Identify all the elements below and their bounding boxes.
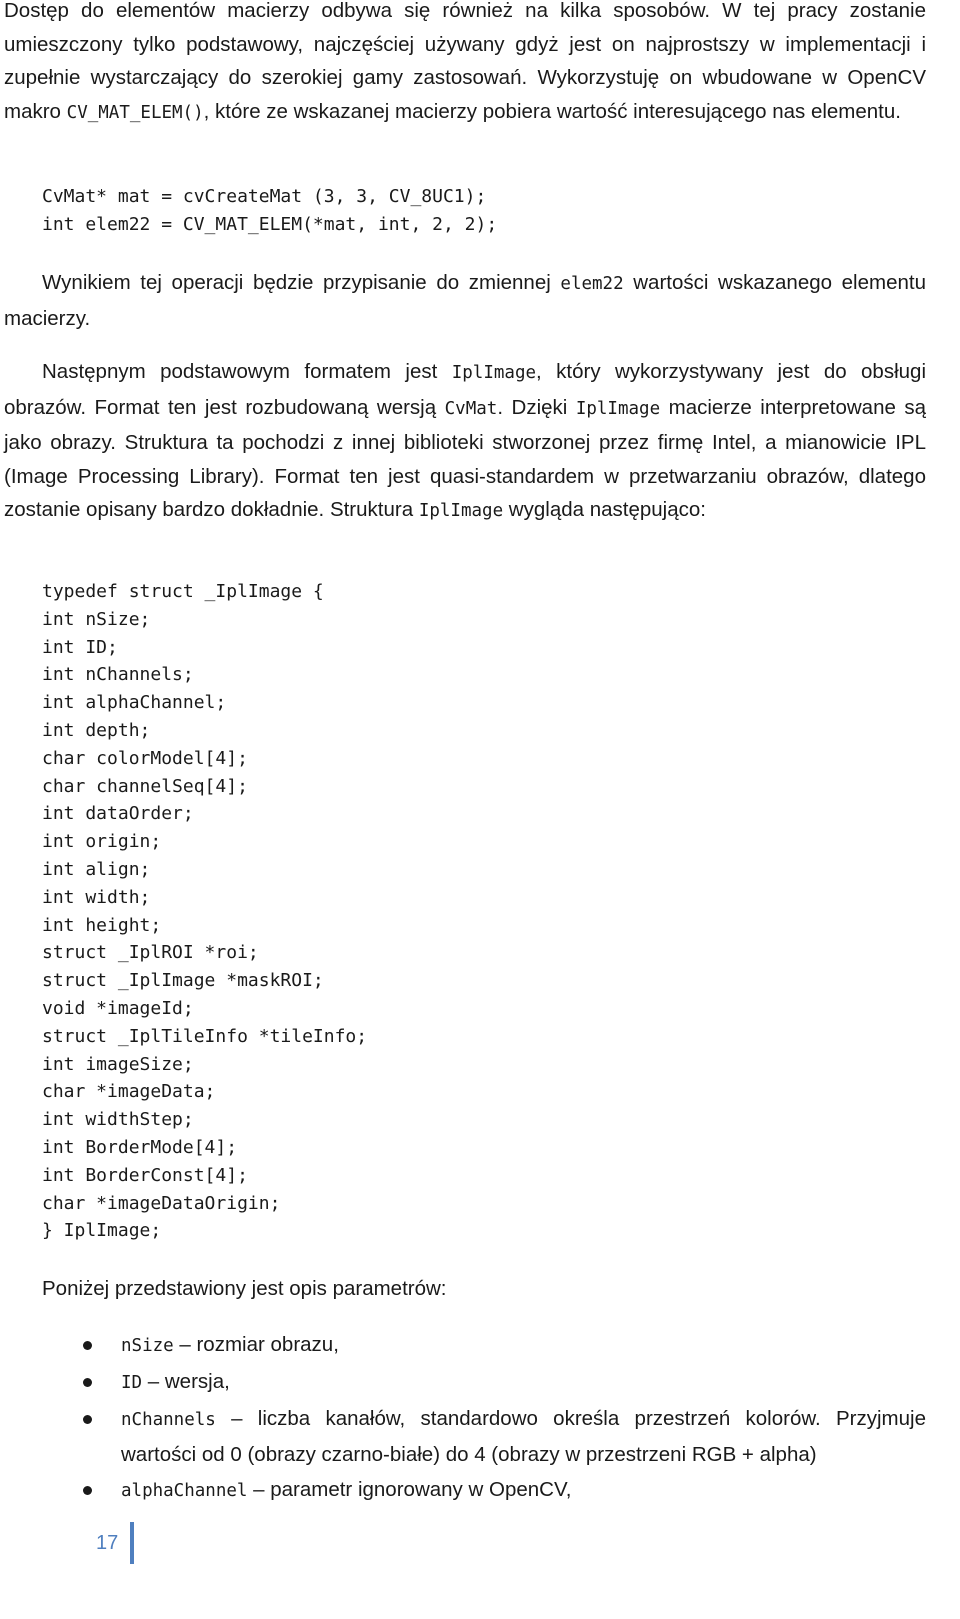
param-code: nChannels (121, 1410, 216, 1430)
list-item (0, 1328, 926, 1364)
paragraph-text: macierze interpretowane są jako obrazy. Struktura ta pochodzi z innej biblioteki stworzonej przez firmę Intel, a mianowicie IPL (Image Processing Library). Format ten jest quasi-standardem w przetwarzaniu obrazów, dlatego zostanie opisany bardzo dokładnie. Struktura (4, 395, 927, 521)
paragraph-params-intro (4, 1272, 926, 1306)
bullet-icon (83, 1378, 92, 1387)
param-code: alphaChannel (121, 1480, 248, 1501)
code-block-iplimage-struct (42, 578, 367, 1245)
code-line: int dataOrder; (42, 803, 194, 825)
code-line: int nSize; (42, 608, 151, 630)
parameter-list (0, 1328, 926, 1510)
page-number: 17 (96, 1531, 119, 1554)
code-line: CvMat* mat = cvCreateMat (3, 3, CV_8UC1); (42, 186, 487, 207)
code-line: struct _IplImage *maskROI; (42, 970, 324, 992)
paragraph-matrix-access (4, 0, 926, 130)
code-line: int widthStep; (42, 1109, 194, 1131)
paragraph-iplimage (4, 355, 926, 529)
code-line: int height; (42, 914, 162, 936)
code-line: int depth; (42, 719, 151, 741)
code-line: struct _IplROI *roi; (42, 942, 259, 964)
param-description: – rozmiar obrazu, (173, 1333, 339, 1356)
inline-code: elem22 (560, 274, 624, 294)
paragraph-text: Dostęp do elementów macierzy odbywa się również na kilka sposobów. W tej pracy zostanie umieszczony tylko podstawowy, najczęściej używany gdyż jest on najprostszy w implementacji i zupełnie wystarczający do szerokiej gamy zastosowań. Wykorzystuję on wbudowane w OpenCV makro (4, 0, 926, 123)
page-footer (96, 1522, 134, 1564)
code-line: int BorderConst[4]; (42, 1164, 248, 1186)
code-line: typedef struct _IplImage { (42, 581, 324, 602)
bullet-icon (83, 1486, 92, 1495)
list-item (0, 1402, 926, 1471)
footer-divider (130, 1522, 134, 1564)
bullet-icon (83, 1341, 92, 1350)
bullet-icon (83, 1415, 92, 1424)
code-line: int origin; (42, 831, 162, 853)
paragraph-text: , które ze wskazanej macierzy pobiera wartość interesującego nas elementu. (203, 99, 901, 123)
paragraph-text: Poniżej przedstawiony jest opis parametrów: (42, 1277, 447, 1300)
inline-code: IplImage (451, 363, 537, 383)
paragraph-text: Wynikiem tej operacji będzie przypisanie do zmiennej (42, 271, 561, 294)
code-line: int align; (42, 858, 151, 880)
code-line: int width; (42, 886, 151, 908)
inline-code: IplImage (418, 501, 504, 521)
list-item (0, 1365, 926, 1401)
code-line: int BorderMode[4]; (42, 1136, 238, 1158)
paragraph-text: , który wykorzystywany jest do obsługi obrazów. Format ten jest rozbudowaną wersją (4, 360, 926, 419)
code-line: } IplImage; (42, 1220, 162, 1242)
param-description: – liczba kanałów, standardowo określa przestrzeń kolorów. Przyjmuje wartości od 0 (obrazy czarno-białe) do 4 (obrazy w przestrzeni RGB + alpha) (121, 1407, 926, 1466)
code-line: int ID; (42, 636, 118, 658)
paragraph-text: . Dzięki (497, 395, 576, 419)
code-block-matrix (42, 183, 497, 239)
param-description: – parametr ignorowany w OpenCV, (247, 1477, 572, 1501)
code-line: int imageSize; (42, 1053, 194, 1075)
paragraph-text: wartości wskazanego elementu macierzy. (4, 271, 926, 330)
inline-code: IplImage (575, 398, 661, 419)
param-code: nSize (121, 1336, 174, 1356)
code-line: int alphaChannel; (42, 692, 227, 714)
inline-code: CV_MAT_ELEM() (66, 102, 204, 123)
code-line: struct _IplTileInfo *tileInfo; (42, 1025, 368, 1047)
code-line: char channelSeq[4]; (42, 775, 248, 797)
paragraph-text: Następnym podstawowym formatem jest (42, 360, 452, 383)
code-line: void *imageId; (42, 997, 194, 1019)
paragraph-text: wygląda następująco: (503, 498, 706, 521)
paragraph-result (4, 266, 926, 335)
list-item (0, 1473, 926, 1509)
code-line: int elem22 = CV_MAT_ELEM(*mat, int, 2, 2); (42, 213, 498, 235)
param-description: – wersja, (142, 1370, 230, 1393)
inline-code: CvMat (444, 398, 498, 419)
code-line: char *imageData; (42, 1081, 216, 1103)
code-line: char colorModel[4]; (42, 747, 248, 769)
code-line: char *imageDataOrigin; (42, 1192, 281, 1214)
param-code: ID (121, 1373, 143, 1393)
code-line: int nChannels; (42, 664, 194, 686)
